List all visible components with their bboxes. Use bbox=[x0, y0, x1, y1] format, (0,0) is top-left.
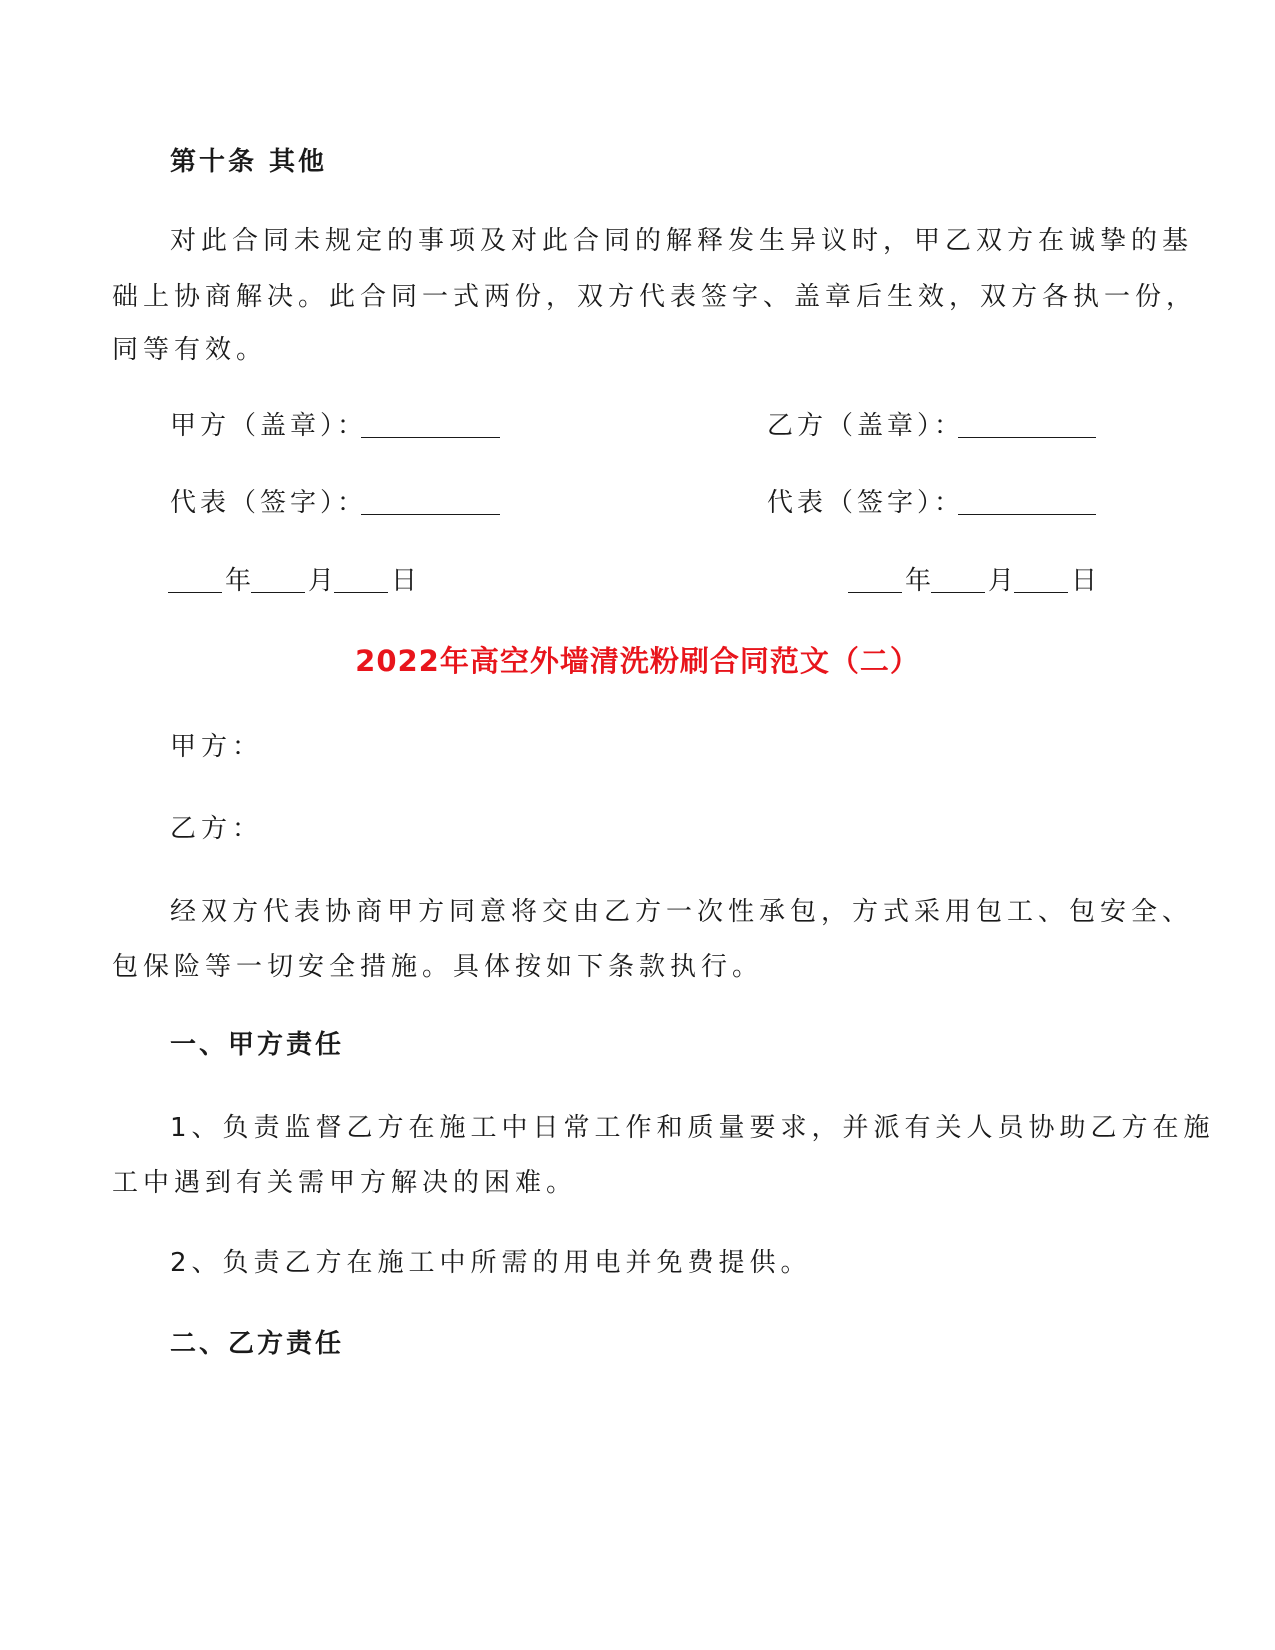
date-a-month-blank bbox=[251, 592, 305, 593]
item-1-line-1: 1、负责监督乙方在施工中日常工作和质量要求，并派有关人员协助乙方在施 bbox=[170, 1113, 1215, 1143]
party-a-line: 甲方： bbox=[170, 732, 264, 762]
item-1-line-2: 工中遇到有关需甲方解决的困难。 bbox=[112, 1168, 578, 1198]
date-b-day-blank bbox=[1014, 592, 1068, 593]
date-a-day-blank bbox=[334, 592, 388, 593]
rep-a-sign-label: 代表（签字）： bbox=[170, 488, 368, 518]
section-1-heading: 一、甲方责任 bbox=[170, 1030, 345, 1060]
date-a-day-label: 日 bbox=[391, 566, 418, 596]
article-10-paragraph-line-1: 对此合同未规定的事项及对此合同的解释发生异议时，甲乙双方在诚挚的基 bbox=[170, 226, 1194, 256]
date-a-year-blank bbox=[168, 592, 222, 593]
date-b-month-label: 月 bbox=[988, 566, 1015, 596]
item-2-line: 2、负责乙方在施工中所需的用电并免费提供。 bbox=[170, 1248, 812, 1278]
intro-paragraph-line-1: 经双方代表协商甲方同意将交由乙方一次性承包，方式采用包工、包安全、 bbox=[170, 897, 1194, 927]
party-b-seal-blank bbox=[958, 437, 1096, 438]
party-a-seal-blank bbox=[361, 437, 500, 438]
article-10-paragraph-line-2: 础上协商解决。此合同一式两份，双方代表签字、盖章后生效，双方各执一份， bbox=[112, 282, 1198, 312]
section-2-heading: 二、乙方责任 bbox=[170, 1329, 345, 1359]
contract-2-title: 2022年高空外墙清洗粉刷合同范文（二） bbox=[355, 644, 920, 678]
party-a-seal-label: 甲方（盖章）： bbox=[170, 411, 368, 441]
party-b-seal-label: 乙方（盖章）： bbox=[767, 411, 965, 441]
intro-paragraph-line-2: 包保险等一切安全措施。具体按如下条款执行。 bbox=[112, 952, 764, 982]
party-b-line: 乙方： bbox=[170, 814, 264, 844]
rep-a-sign-blank bbox=[361, 514, 500, 515]
rep-b-sign-blank bbox=[958, 514, 1096, 515]
date-b-year-blank bbox=[848, 592, 902, 593]
date-b-month-blank bbox=[931, 592, 985, 593]
date-a-year-label: 年 bbox=[225, 566, 252, 596]
article-10-paragraph-line-3: 同等有效。 bbox=[112, 335, 268, 365]
rep-b-sign-label: 代表（签字）： bbox=[767, 488, 965, 518]
date-b-day-label: 日 bbox=[1071, 566, 1098, 596]
date-a-month-label: 月 bbox=[308, 566, 335, 596]
date-b-year-label: 年 bbox=[905, 566, 932, 596]
article-10-heading: 第十条 其他 bbox=[170, 147, 328, 177]
